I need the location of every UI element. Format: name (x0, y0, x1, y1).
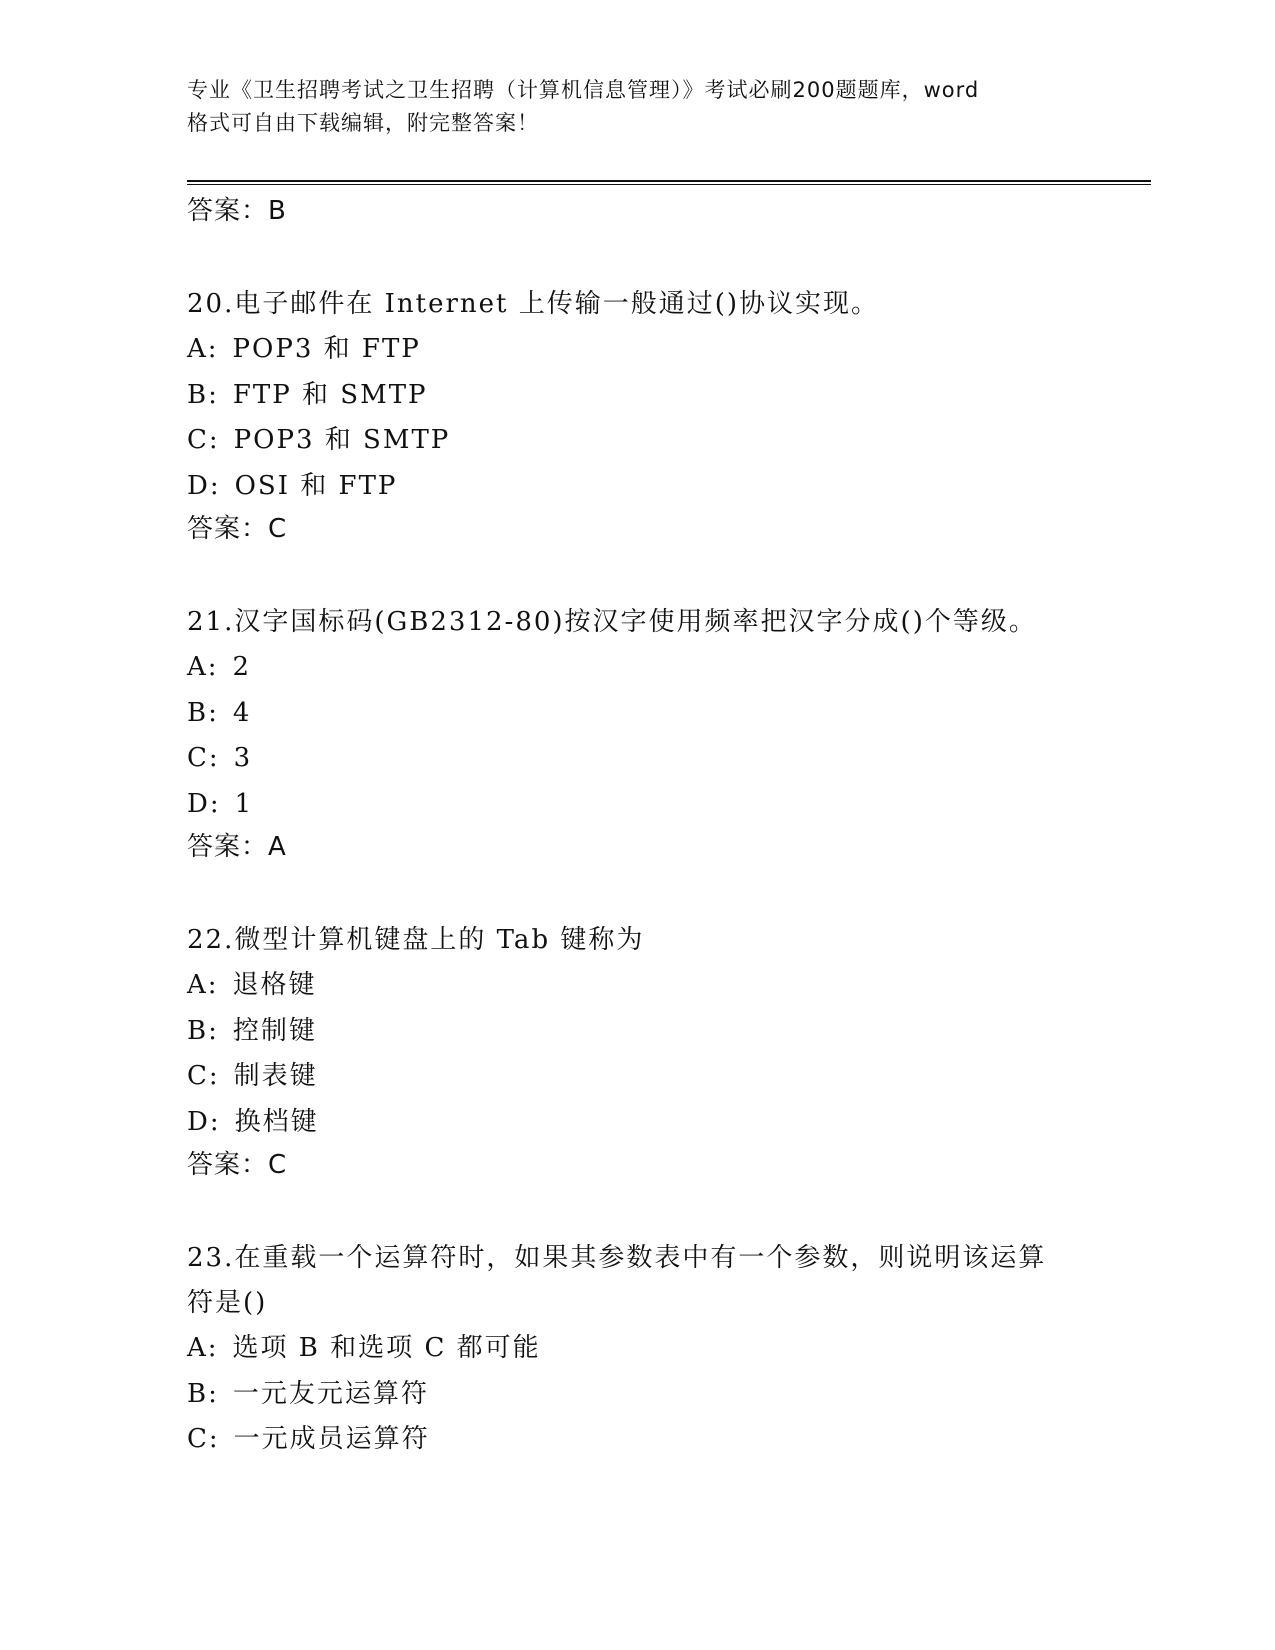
option-a (187, 645, 1087, 691)
answer-line: 答案：C (187, 514, 288, 544)
option-b (187, 1009, 1087, 1055)
option-c (187, 736, 1087, 782)
header-line-2: 格式可自由下载编辑，附完整答案！ (187, 111, 539, 135)
option-letter: A: (187, 1333, 219, 1363)
option-letter: B: (187, 1015, 219, 1046)
option-a (187, 1326, 1087, 1372)
header-rule-thick (187, 180, 1151, 182)
option-b (187, 1372, 1087, 1418)
option-letter: C: (187, 1424, 220, 1454)
document-header (187, 74, 1087, 140)
answer-line: 答案：B (187, 196, 287, 226)
option-letter: C: (187, 743, 220, 773)
option-d (187, 1100, 1087, 1146)
option-text: POP3 和 SMTP (233, 425, 451, 455)
option-b (187, 373, 1087, 419)
option-letter: A: (187, 334, 219, 364)
option-text: 退格键 (232, 970, 317, 1000)
option-a (187, 963, 1087, 1009)
option-text: POP3 和 FTP (232, 334, 421, 364)
option-d (187, 782, 1087, 828)
question-text-line: 符是() (187, 1288, 268, 1318)
answer-line: 答案：C (187, 1150, 288, 1180)
option-text: 制表键 (233, 1061, 318, 1091)
option-letter: B: (187, 379, 219, 410)
option-letter: D: (187, 470, 221, 501)
option-text: 4 (232, 697, 252, 728)
header-line-1: 专业《卫生招聘考试之卫生招聘（计算机信息管理）》考试必刷200题题库，word (187, 78, 980, 102)
option-letter: A: (187, 970, 219, 1000)
question-21: 21.汉字国标码(GB2312-80)按汉字使用频率把汉字分成()个等级。 (187, 607, 1037, 637)
option-text: 选项 B 和选项 C 都可能 (232, 1333, 541, 1363)
option-c (187, 1054, 1087, 1100)
option-letter: B: (187, 697, 219, 728)
option-b (187, 691, 1087, 737)
question-text-line: 23.在重载一个运算符时，如果其参数表中有一个参数，则说明该运算 (187, 1243, 1047, 1273)
option-letter: C: (187, 425, 220, 455)
option-c (187, 418, 1087, 464)
option-letter: A: (187, 652, 219, 682)
option-letter: D: (187, 788, 221, 819)
question-22: 22.微型计算机键盘上的 Tab 键称为 (187, 925, 645, 955)
option-text: 2 (232, 652, 252, 682)
option-text: 1 (234, 788, 254, 819)
option-d (187, 464, 1087, 510)
option-text: 一元成员运算符 (233, 1424, 430, 1454)
option-letter: C: (187, 1061, 220, 1091)
option-a (187, 327, 1087, 373)
question-23 (187, 1236, 1087, 1326)
option-text: 换档键 (234, 1106, 319, 1137)
option-letter: D: (187, 1106, 221, 1137)
option-text: 一元友元运算符 (232, 1378, 429, 1409)
question-list (187, 191, 1087, 1463)
option-letter: B: (187, 1378, 219, 1409)
option-c (187, 1417, 1087, 1463)
answer-line: 答案：A (187, 832, 287, 862)
option-text: 3 (233, 743, 253, 773)
header-rule-thin (187, 184, 1151, 185)
question-20: 20.电子邮件在 Internet 上传输一般通过()协议实现。 (187, 289, 880, 319)
option-text: FTP 和 SMTP (232, 379, 428, 410)
option-text: 控制键 (232, 1015, 317, 1046)
option-text: OSI 和 FTP (234, 470, 398, 501)
